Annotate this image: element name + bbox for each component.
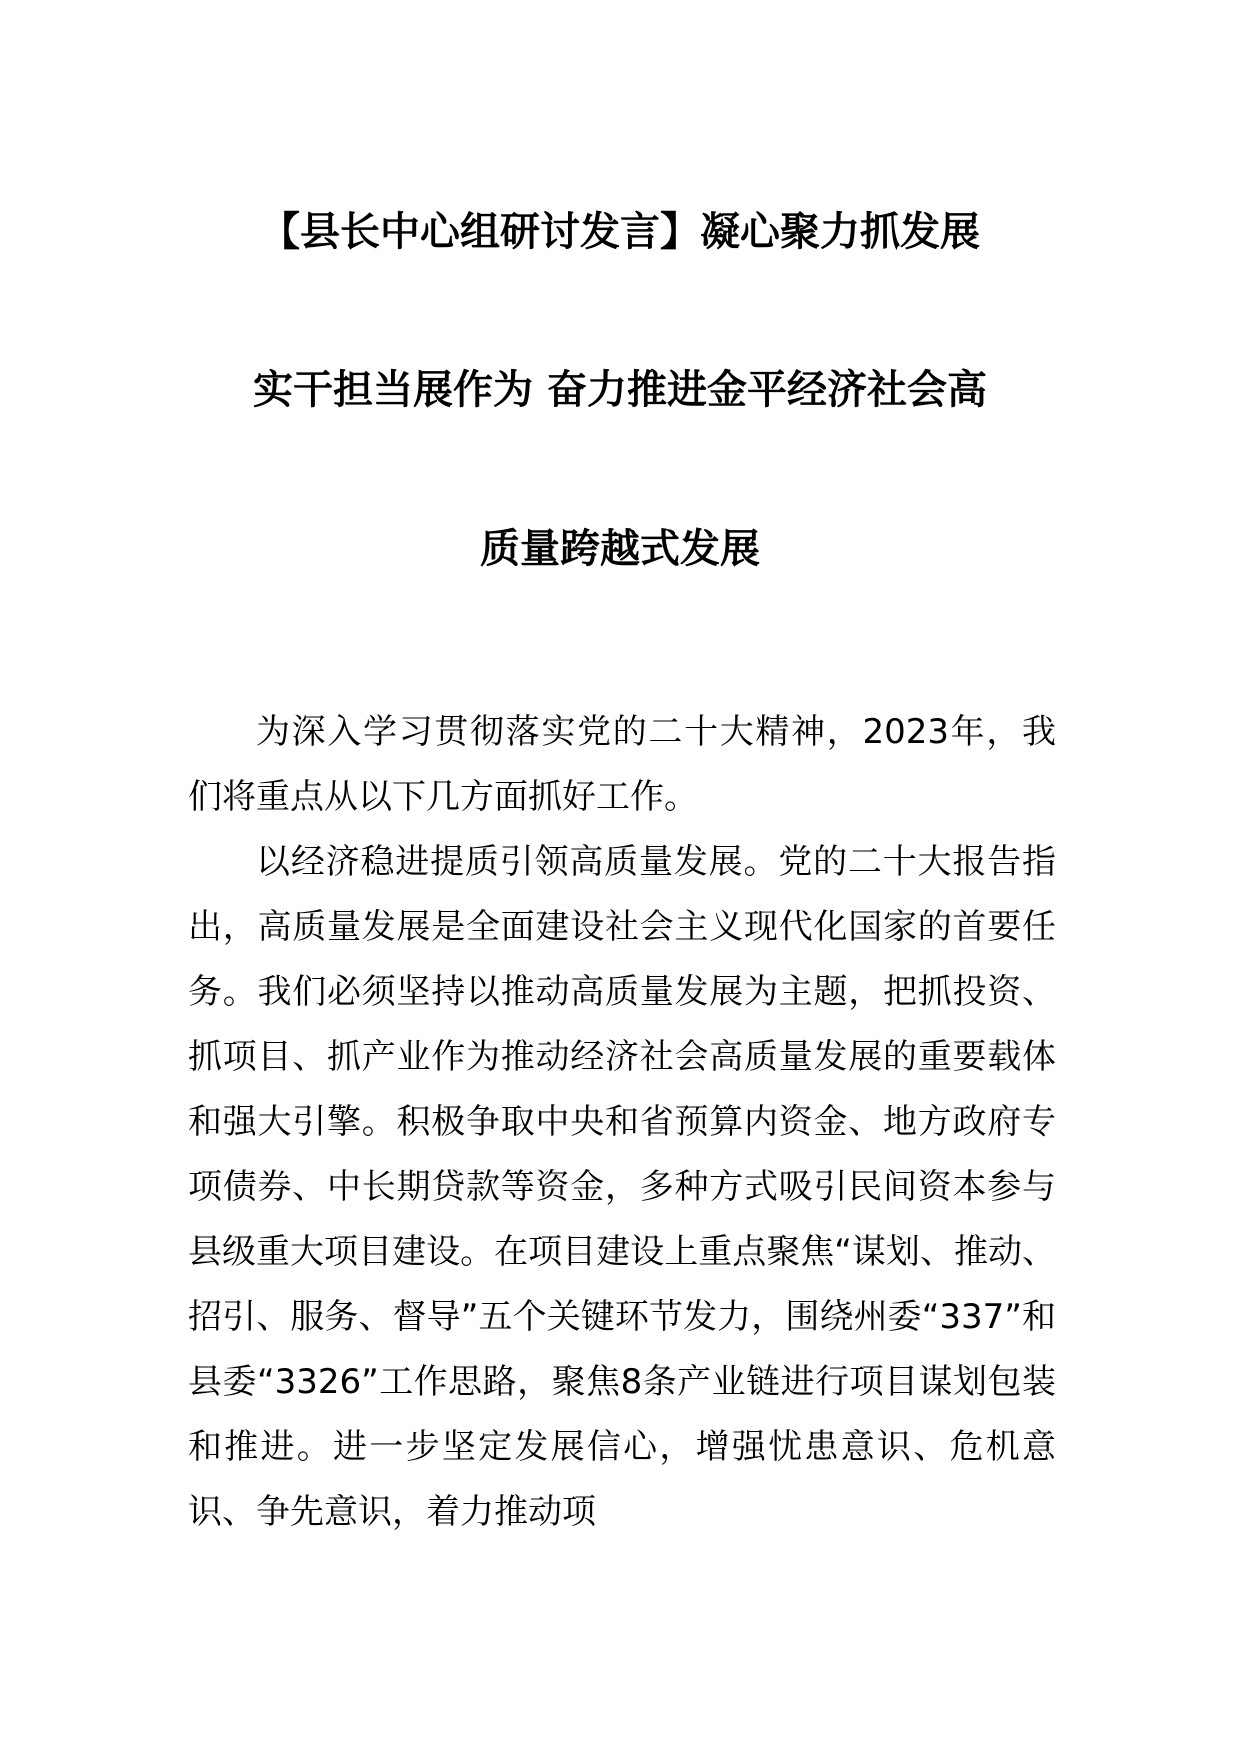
document-body bbox=[188, 700, 1056, 1545]
paragraph-economy: 以经济稳进提质引领高质量发展。党的二十大报告指出，高质量发展是全面建设社会主义现代化国家的首要任务。我们必须坚持以推动高质量发展为主题，把抓投资、抓项目、抓产业作为推动经济社会高质量发展的重要载体和强大引擎。积极争取中央和省预算内资金、地方政府专项债券、中长期贷款等资金，多种方式吸引民间资本参与县级重大项目建设。在项目建设上重点聚焦“谋划、推动、招引、服务、督导”五个关键环节发力，围绕州委“337”和县委“3326”工作思路，聚焦8条产业链进行项目谋划包装和推进。进一步坚定发展信心，增强忧患意识、危机意识、争先意识，着力推动项 bbox=[188, 842, 1056, 1532]
title-line-3: 质量跨越式发展 bbox=[480, 526, 760, 572]
paragraph-intro: 为深入学习贯彻落实党的二十大精神，2023年，我们将重点从以下几方面抓好工作。 bbox=[188, 712, 1056, 817]
title-line-2: 实干担当展作为 奋力推进金平经济社会高 bbox=[253, 367, 987, 413]
title-line-1: 【县长中心组研讨发言】凝心聚力抓发展 bbox=[260, 209, 980, 255]
